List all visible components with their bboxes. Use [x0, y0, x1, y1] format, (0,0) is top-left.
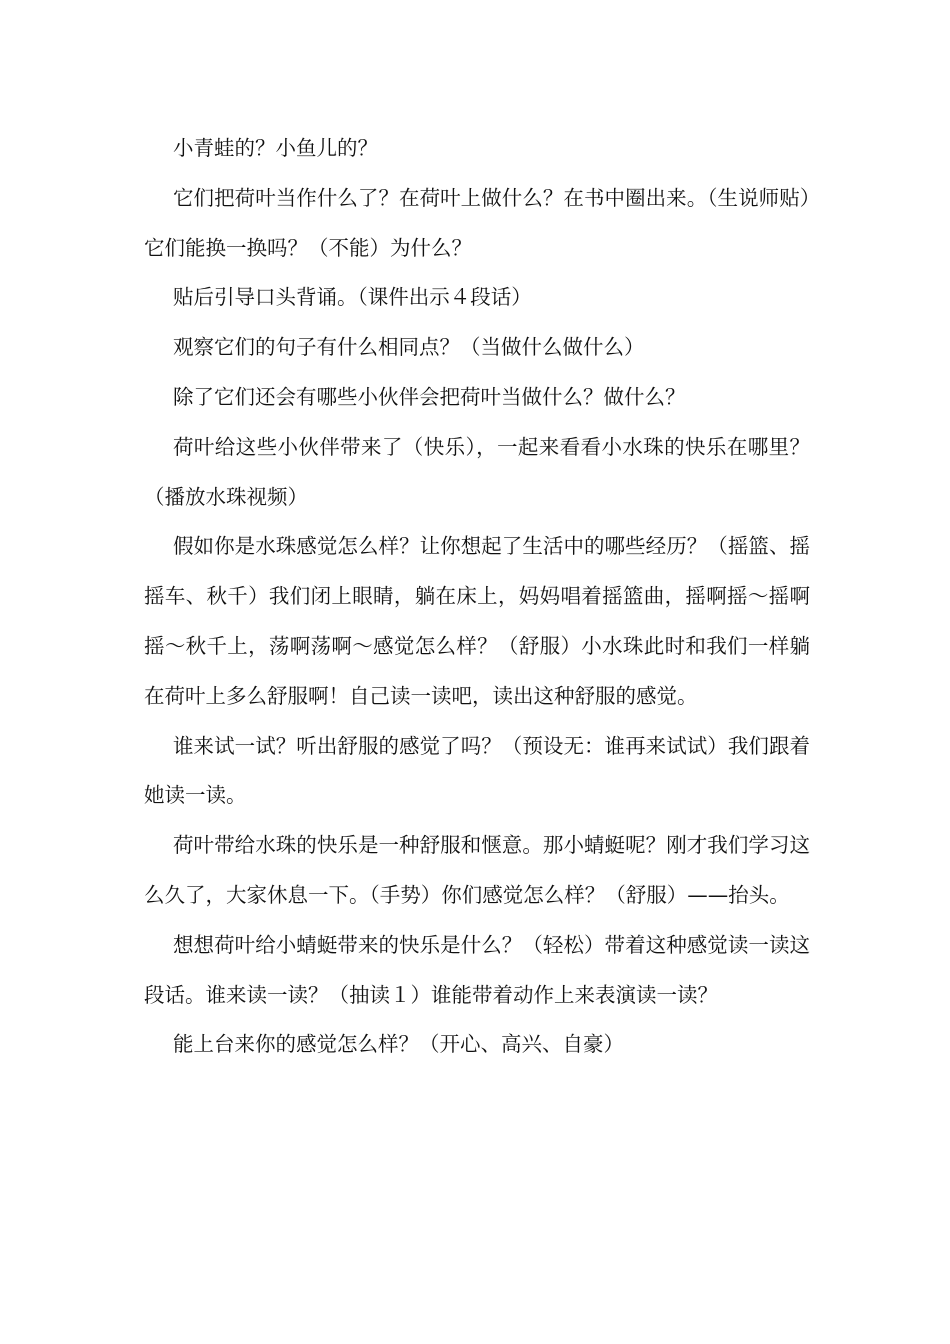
paragraph-2: 它们把荷叶当作什么了？在荷叶上做什么？在书中圈出来。（生说师贴）它们能换一换吗？（不能）为什么？	[144, 185, 810, 260]
paragraph-4: 观察它们的句子有什么相同点？（当做什么做什么）	[173, 335, 645, 360]
paragraph-3: 贴后引导口头背诵。（课件出示４段话）	[173, 285, 532, 310]
paragraph-10: 想想荷叶给小蜻蜓带来的快乐是什么？（轻松）带着这种感觉读一读这段话。谁来读一读？（抽读１）谁能带着动作上来表演读一读？	[144, 932, 810, 1007]
document-body	[144, 124, 810, 1070]
paragraph-7: 假如你是水珠感觉怎么样？让你想起了生活中的哪些经历？（摇篮、摇摇车、秋千）我们闭上眼睛，躺在床上，妈妈唱着摇篮曲，摇啊摇～摇啊摇～秋千上，荡啊荡啊～感觉怎么样？（舒服）小水珠此时和我们一样躺在荷叶上多么舒服啊！自己读一读吧，读出这种舒服的感觉。	[144, 534, 810, 708]
paragraph-9: 荷叶带给水珠的快乐是一种舒服和惬意。那小蜻蜓呢？刚才我们学习这么久了，大家休息一下。（手势）你们感觉怎么样？（舒服）——抬头。	[144, 833, 810, 907]
paragraph-5: 除了它们还会有哪些小伙伴会把荷叶当做什么？做什么？	[173, 384, 686, 409]
paragraph-6: 荷叶给这些小伙伴带来了（快乐），一起来看看小水珠的快乐在哪里？（播放水珠视频）	[144, 434, 810, 509]
paragraph-1: 小青蛙的？小鱼儿的？	[173, 136, 378, 160]
paragraph-11: 能上台来你的感觉怎么样？（开心、高兴、自豪）	[173, 1032, 624, 1057]
paragraph-8: 谁来试一试？听出舒服的感觉了吗？（预设无：谁再来试试）我们跟着她读一读。	[144, 733, 810, 808]
